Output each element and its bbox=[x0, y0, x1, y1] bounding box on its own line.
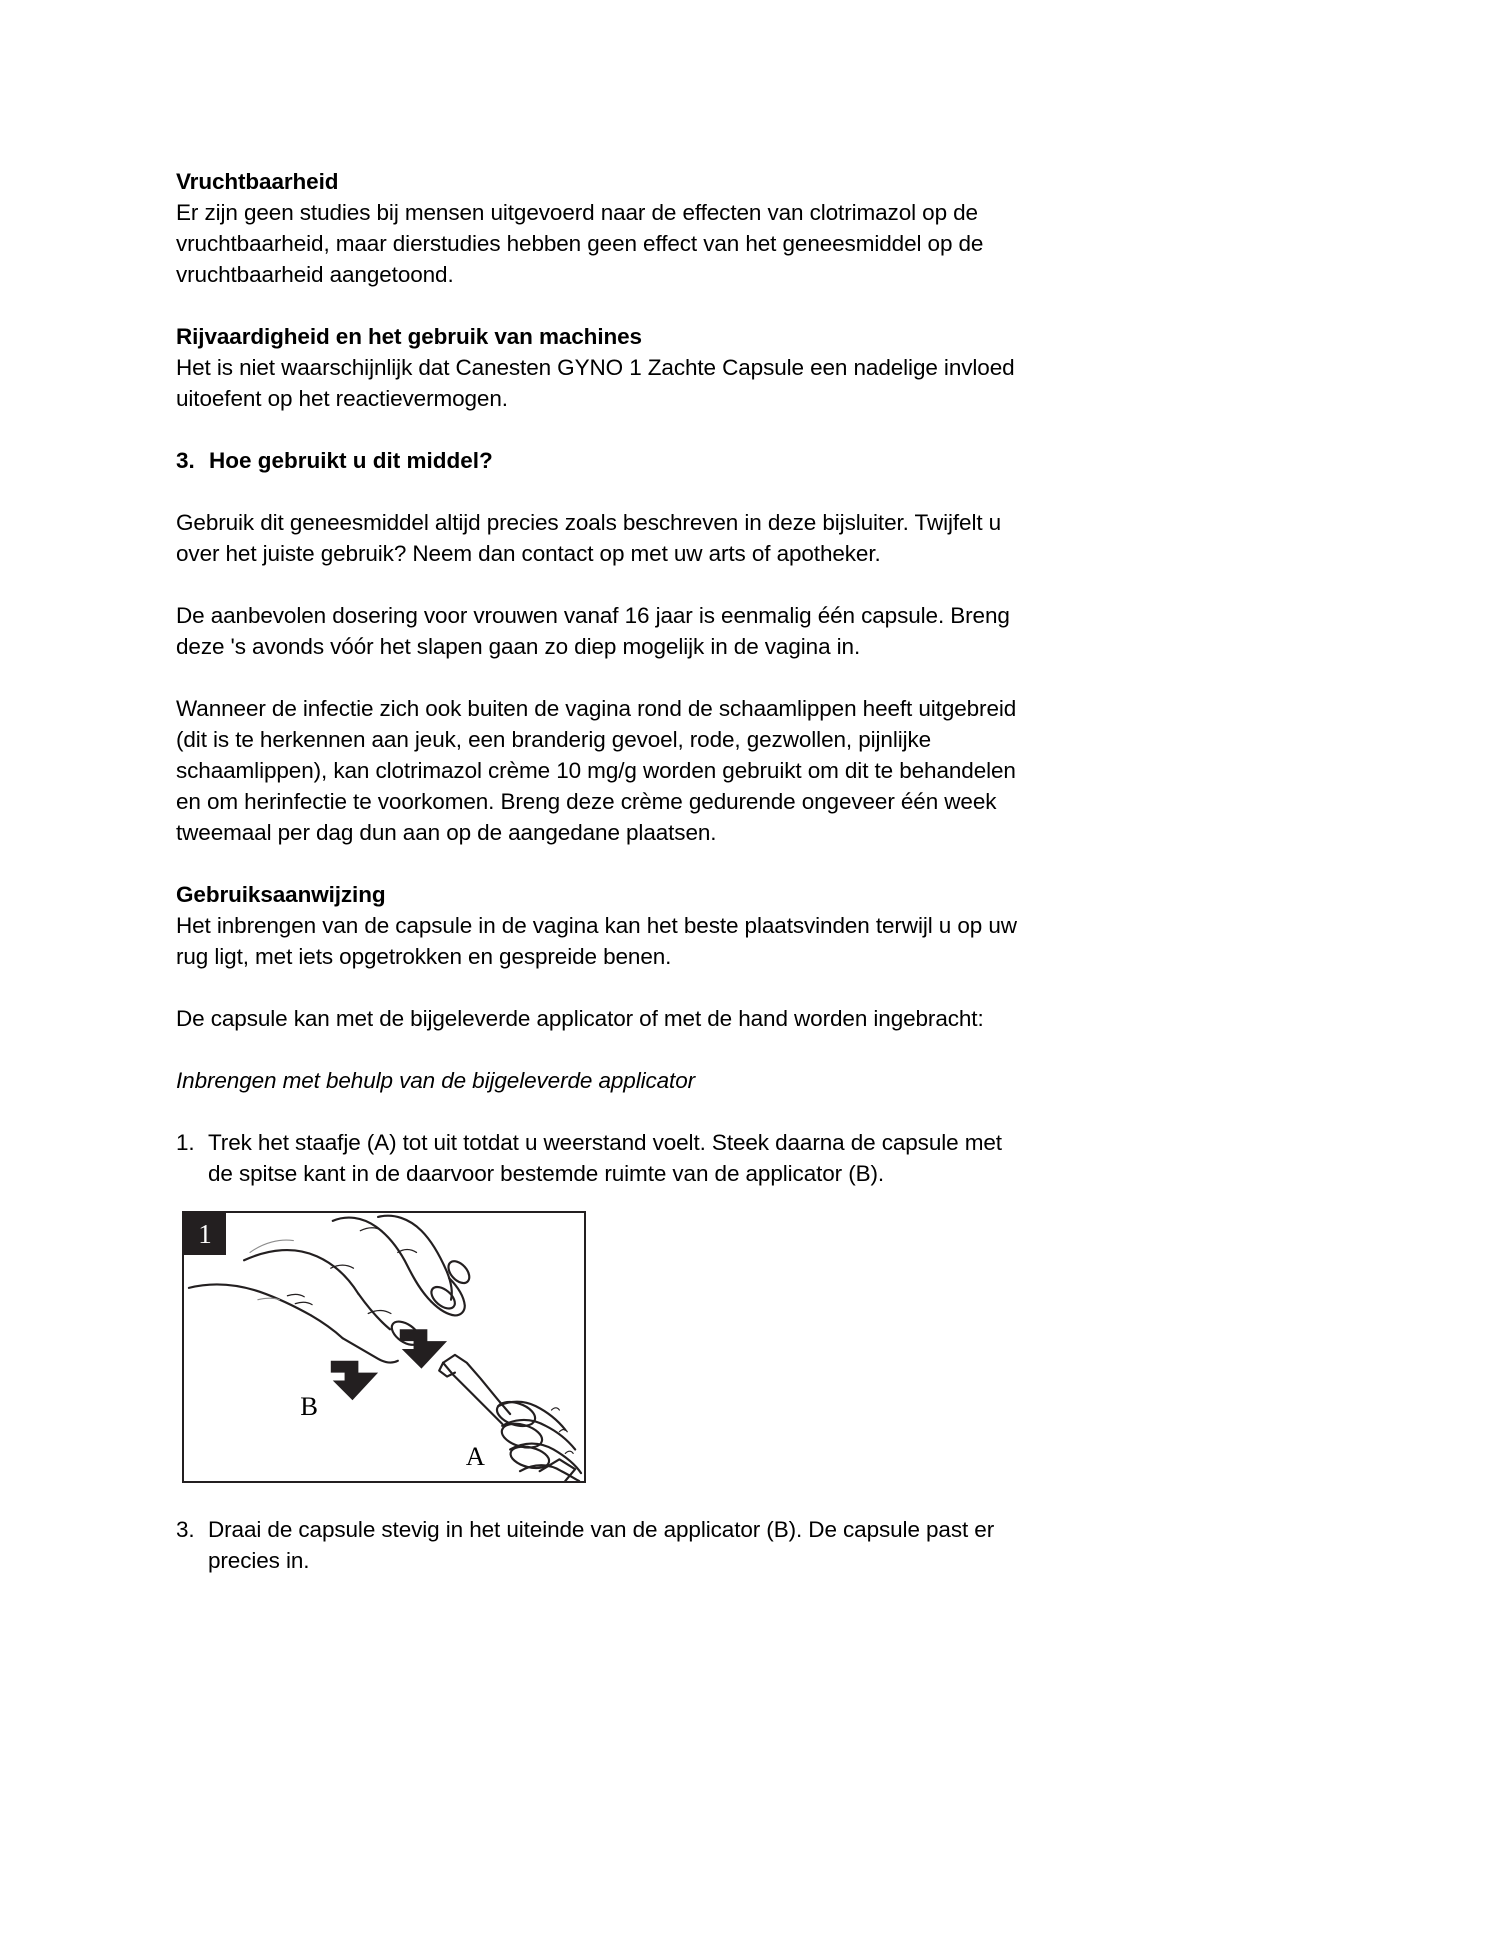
paragraph-spacer bbox=[176, 569, 1024, 600]
figure-spacer bbox=[176, 1483, 1024, 1514]
heading-hoe-gebruikt-u-dit-middel bbox=[176, 445, 1024, 476]
list-item-text: Trek het staafje (A) tot uit totdat u weerstand voelt. Steek daarna de capsule met de spitse kant in de daarvoor bestemde ruimte van de applicator (B). bbox=[208, 1130, 1002, 1186]
list-item-marker: 1. bbox=[176, 1130, 195, 1155]
paragraph-spacer bbox=[176, 848, 1024, 879]
paragraph-spacer bbox=[176, 972, 1024, 1003]
paragraph-spacer bbox=[176, 1096, 1024, 1127]
heading-gebruiksaanwijzing: Gebruiksaanwijzing bbox=[176, 882, 386, 907]
list-item-marker: 3. bbox=[176, 1517, 195, 1542]
section-number: 3. bbox=[176, 448, 195, 473]
figure-number-badge: 1 bbox=[184, 1213, 226, 1255]
paragraph-applicator-of-hand: De capsule kan met de bijgeleverde applicator of met de hand worden ingebracht: bbox=[176, 1006, 984, 1031]
arrow-icons bbox=[331, 1329, 447, 1400]
paragraph-spacer bbox=[176, 414, 1024, 445]
paragraph-spacer bbox=[176, 662, 1024, 693]
heading-rijvaardigheid: Rijvaardigheid en het gebruik van machines bbox=[176, 324, 642, 349]
illustration-applicator-step-1 bbox=[182, 1211, 586, 1483]
figure-spacer bbox=[176, 1189, 1024, 1211]
paragraph-spacer bbox=[176, 1034, 1024, 1065]
paragraph-gebruik-bijsluiter: Gebruik dit geneesmiddel altijd precies zoals beschreven in deze bijsluiter. Twijfelt u over het juiste gebruik? Neem dan contact op met uw arts of apotheker. bbox=[176, 510, 1002, 566]
list-item-text: Draai de capsule stevig in het uiteinde van de applicator (B). De capsule past er precies in. bbox=[208, 1517, 995, 1573]
list-item-step-1 bbox=[176, 1127, 1024, 1189]
paragraph-inbrengen-houding: Het inbrengen van de capsule in de vagina kan het beste plaatsvinden terwijl u op uw rug ligt, met iets opgetrokken en gespreide benen. bbox=[176, 913, 1017, 969]
figure-label-b: B bbox=[300, 1390, 318, 1421]
applicator-hands-illustration bbox=[184, 1213, 584, 1481]
paragraph-spacer bbox=[176, 476, 1024, 507]
subheading-inbrengen-met-applicator: Inbrengen met behulp van de bijgeleverde applicator bbox=[176, 1068, 696, 1093]
paragraph-spacer bbox=[176, 290, 1024, 321]
paragraph-rijvaardigheid: Het is niet waarschijnlijk dat Canesten GYNO 1 Zachte Capsule een nadelige invloed uitoefent op het reactievermogen. bbox=[176, 355, 1015, 411]
figure-label-a: A bbox=[465, 1441, 485, 1472]
paragraph-dosering: De aanbevolen dosering voor vrouwen vanaf 16 jaar is eenmalig één capsule. Breng deze 's avonds vóór het slapen gaan zo diep mogelijk in de vagina in. bbox=[176, 603, 1010, 659]
section-title: Hoe gebruikt u dit middel? bbox=[209, 448, 493, 473]
document-content bbox=[176, 166, 1024, 1576]
heading-vruchtbaarheid: Vruchtbaarheid bbox=[176, 169, 339, 194]
paragraph-infectie-schaamlippen: Wanneer de infectie zich ook buiten de vagina rond de schaamlippen heeft uitgebreid (dit is te herkennen aan jeuk, een branderig gevoel, rode, gezwollen, pijnlijke schaamlippen), kan clotrimazol crème 10 mg/g worden gebruikt om dit te behandelen en om herinfectie te voorkomen. Breng deze crème gedurende ongeveer één week tweemaal per dag dun aan op de aangedane plaatsen. bbox=[176, 696, 1017, 845]
paragraph-vruchtbaarheid: Er zijn geen studies bij mensen uitgevoerd naar de effecten van clotrimazol op de vruchtbaarheid, maar dierstudies hebben geen effect van het geneesmiddel op de vruchtbaarheid aangetoond. bbox=[176, 200, 984, 287]
list-item-step-3 bbox=[176, 1514, 1024, 1576]
